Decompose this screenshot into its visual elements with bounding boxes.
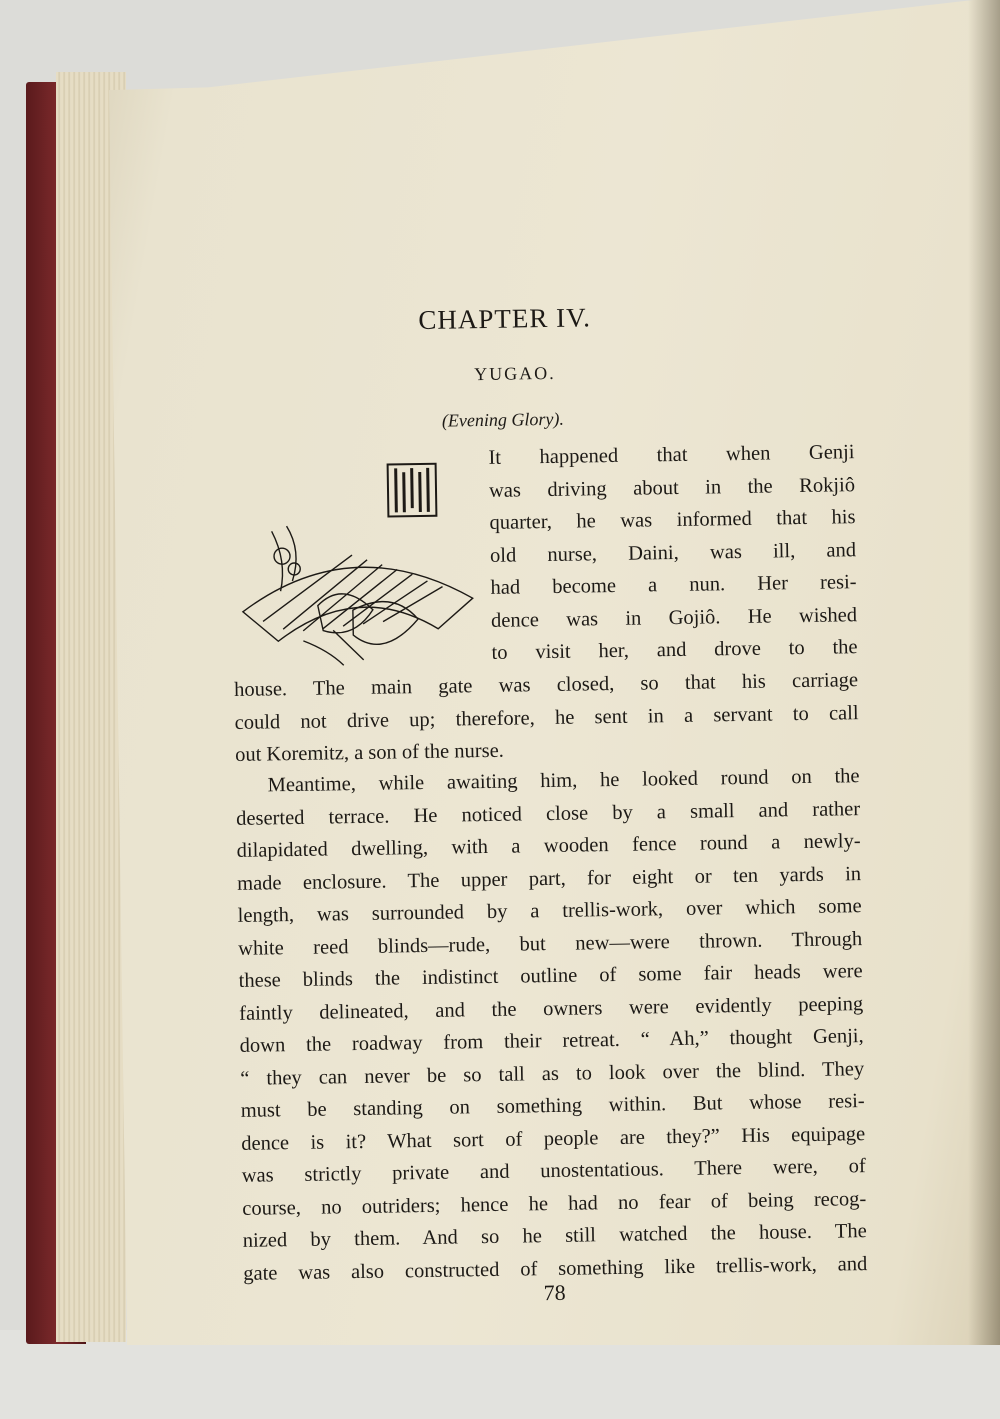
text-line: to visit her, and drove to the: [491, 636, 858, 664]
text-line: deserted terrace. He noticed close by a small and rather: [235, 797, 861, 830]
text-line: dilapidated dwelling, with a wooden fence round a newly-: [236, 830, 861, 862]
page-number: 78: [543, 1279, 566, 1306]
text-line: Meantime, while awaiting him, he looked round on the: [267, 765, 860, 797]
text-line: It happened that when Genji: [488, 441, 855, 469]
text-line: these blinds the indistinct outline of some fair heads were: [238, 960, 863, 992]
text-line: white reed blinds—rude, but new—were thrown. Through: [238, 927, 863, 960]
text-line: was strictly private and unostentatious. There were, of: [241, 1155, 866, 1187]
text-line: out Koremitz, a son of the nurse.: [234, 739, 505, 766]
text-line: must be standing on something within. But whose resi-: [240, 1090, 865, 1122]
chapter-title: CHAPTER IV.: [418, 302, 592, 336]
text-line: old nurse, Daini, was ill, and: [489, 538, 857, 567]
text-line: down the roadway from their retreat. “ Ah,” thought Genji,: [239, 1025, 864, 1057]
text-line: gate was also constructed of something like trellis-work, and: [243, 1252, 868, 1285]
section-title: YUGAO.: [474, 362, 556, 385]
text-line: nized by them. And so he still watched the house. The: [242, 1220, 867, 1252]
text-line: course, no outriders; hence he had no fear of being recog-: [242, 1187, 867, 1220]
paragraph-1-full: [234, 664, 859, 771]
text-line: was driving about in the Rokjiô: [488, 473, 856, 502]
text-line: could not drive up; therefore, he sent in a servant to call: [234, 701, 859, 734]
text-line: made enclosure. The upper part, for eight or ten yards in: [236, 862, 862, 895]
text-line: quarter, he was informed that his: [489, 506, 856, 534]
paragraph-2: [235, 760, 867, 1290]
text-line: dence is it? What sort of people are they?” His equipage: [241, 1122, 866, 1155]
text-line: house. The main gate was closed, so that his carriage: [233, 669, 859, 701]
text-line: faintly delineated, and the owners were evidently peeping: [239, 992, 864, 1025]
text-line: had become a nun. Her resi-: [490, 571, 857, 599]
text-line: “ they can never be so tall as to look over the blind. They: [240, 1057, 865, 1090]
fan-illustration: [231, 508, 483, 672]
paragraph-1-wrapped: [488, 436, 858, 669]
text-line: length, was surrounded by a trellis-work, over which some: [237, 895, 862, 927]
gutter-shadow: [968, 0, 1000, 1345]
subtitle: (Evening Glory).: [441, 408, 565, 431]
text-line: dence was in Gojiô. He wished: [490, 603, 858, 632]
